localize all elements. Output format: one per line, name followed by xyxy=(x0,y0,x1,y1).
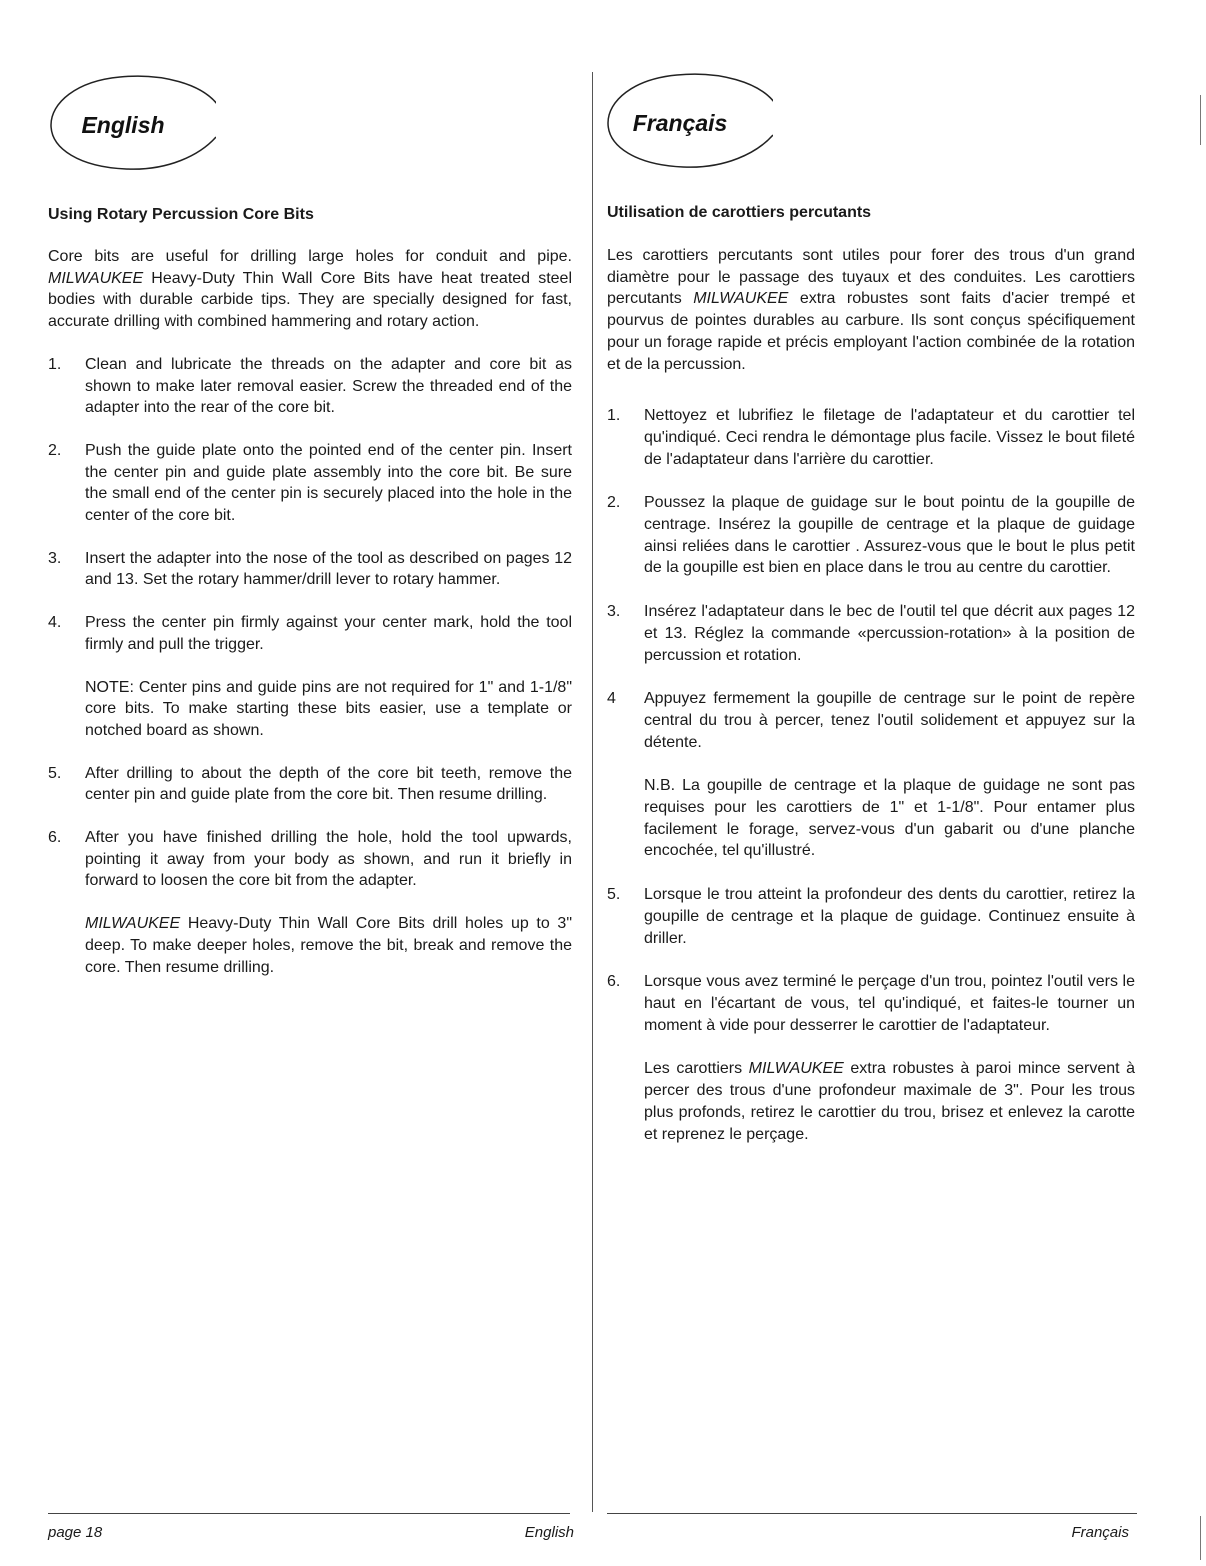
intro-paragraph: Les carottiers percutants sont utiles pour forer des trous d'un grand diamètre pour le passage des tuyaux et des conduites. Les carottiers percutants MILWAUKEE extra robustes sont faits d'acier trempé et pourvus de pointes durables au carbure. Ils sont conçus spécifiquement pour un forage rapide et précis employant l'action combinée de la rotation et de la percussion. xyxy=(607,247,1136,373)
step-3: 3. Insérez l'adaptateur dans le bec de l'outil tel que décrit aux pages 12 et 13. Réglez la commande «percussion-rotation» à la position de percussion et rotation. xyxy=(607,603,1135,664)
brand-name: MILWAUKEE xyxy=(693,290,789,308)
step-2: 2. Poussez la plaque de guidage sur le bout pointu de la goupille de centrage. Insérez la goupille de centrage et la plaque de guidage ainsi reliées dans le carottier . Assurez-vous que le bout le plus petit de la goupille est bien en place dans le trou au centre du carottier. xyxy=(607,494,1135,577)
brand-name: MILWAUKEE xyxy=(748,1060,844,1078)
footer-rule xyxy=(48,1513,570,1514)
step-2: 2. Push the guide plate onto the pointed end of the center pin. Insert the center pin and guide plate assembly into the core bit. Be sure the small end of the center pin is securely placed into the hole in the center of the core bit. xyxy=(48,441,572,525)
step-1: 1. Clean and lubricate the threads on the adapter and core bit as shown to make later removal easier. Screw the threaded end of the adapter into the rear of the core bit. xyxy=(48,355,572,417)
edge-mark-top xyxy=(1200,95,1201,145)
step-note: MILWAUKEE Heavy-Duty Thin Wall Core Bits drill holes up to 3" deep. To make deeper holes, remove the bit, break and remove the core. Then resume drilling. xyxy=(85,915,572,976)
step-5: 5. After drilling to about the depth of the core bit teeth, remove the center pin and guide plate from the core bit. Then resume drilling. xyxy=(48,764,572,804)
column-divider xyxy=(592,72,593,1512)
steps-list xyxy=(607,405,1135,1145)
step-5: 5. Lorsque le trou atteint la profondeur des dents du carottier, retirez la goupille de centrage et la plaque de guidage. Continuez ensuite à driller. xyxy=(607,886,1135,947)
section-body xyxy=(607,245,1135,1167)
footer-rule xyxy=(607,1513,1137,1514)
brand-name: MILWAUKEE xyxy=(48,269,144,287)
step-note: N.B. La goupille de centrage et la plaque de guidage ne sont pas requises pour les carottiers de 1" et 1-1/8". Pour entamer plus facilement le forage, servez-vous d'un gabarit ou d'une planche encochée, tel qu'illustré. xyxy=(644,777,1135,860)
badge-label: Français xyxy=(632,110,728,136)
footer-language: English xyxy=(524,1524,574,1541)
section-body xyxy=(48,246,572,999)
steps-list xyxy=(48,354,572,978)
step-3: 3. Insert the adapter into the nose of the tool as described on pages 12 and 13. Set the rotary hammer/drill lever to rotary hammer. xyxy=(48,549,572,589)
page-number: page 18 xyxy=(48,1524,103,1541)
step-6: 6. After you have finished drilling the hole, hold the tool upwards, pointing it away from your body as shown, and run it briefly in forward to loosen the core bit from the adapter. MILWAUKEE Heavy-Duty Thin Wall Core Bits drill holes up to 3" deep. To make deeper holes, remove the bit, break and remove the core. Then resume drilling. xyxy=(48,827,572,978)
language-badge-english xyxy=(48,75,216,175)
step-4: 4. Press the center pin firmly against your center mark, hold the tool firmly and pull the trigger. NOTE: Center pins and guide pins are not required for 1" and 1-1/8" core bits. To make starting these bits easier, use a template or notched board as shown. xyxy=(48,612,572,742)
badge-label: English xyxy=(81,112,165,138)
step-4: 4 Appuyez fermement la goupille de centrage sur le point de repère central du trou à percer, tenez l'outil solidement et appuyez sur la détente. N.B. La goupille de centrage et la plaque de guidage ne sont pas requises pour les carottiers de 1" et 1-1/8". Pour entamer plus facilement le forage, servez-vous d'un gabarit ou d'une planche encochée, tel qu'illustré. xyxy=(607,688,1135,862)
footer-language: Français xyxy=(1071,1524,1129,1541)
step-note: NOTE: Center pins and guide pins are not required for 1" and 1-1/8" core bits. To make starting these bits easier, use a template or notched board as shown. xyxy=(85,678,572,739)
edge-mark-bottom xyxy=(1200,1516,1201,1560)
step-note: Les carottiers MILWAUKEE extra robustes à paroi mince servent à percer des trous d'une profondeur maximale de 3". Pour les trous plus profonds, retirez le carottier du trou, brisez et enlevez la carotte et reprenez le perçage. xyxy=(644,1060,1136,1143)
intro-paragraph: Core bits are useful for drilling large holes for conduit and pipe. MILWAUKEE Heavy-Duty Thin Wall Core Bits have heat treated steel bodies with durable carbide tips. They are specially designed for fast, accurate drilling with combined hammering and rotary action. xyxy=(48,248,572,331)
step-1: 1. Nettoyez et lubrifiez le filetage de l'adaptateur et du carottier tel qu'indiqué. Ceci rendra le démontage plus facile. Vissez le bout fileté de l'adaptateur dans l'arrière du carottier. xyxy=(607,407,1135,468)
section-heading: Utilisation de carottiers percutants xyxy=(607,204,872,221)
section-heading: Using Rotary Percussion Core Bits xyxy=(48,206,314,223)
step-6: 6. Lorsque vous avez terminé le perçage d'un trou, pointez l'outil vers le haut en l'écartant de vous, tel qu'indiqué, et faites-le tourner un moment à vide pour desserrer le carottier de l'adaptateur. Les carottiers MILWAUKEE extra robustes à paroi mince servent à percer des trous d'une profondeur maximale de 3". Pour les trous plus profonds, retirez le carottier du trou, brisez et enlevez la carotte et reprenez le perçage. xyxy=(607,971,1135,1145)
brand-name: MILWAUKEE xyxy=(85,915,181,933)
language-badge-french xyxy=(605,73,773,173)
